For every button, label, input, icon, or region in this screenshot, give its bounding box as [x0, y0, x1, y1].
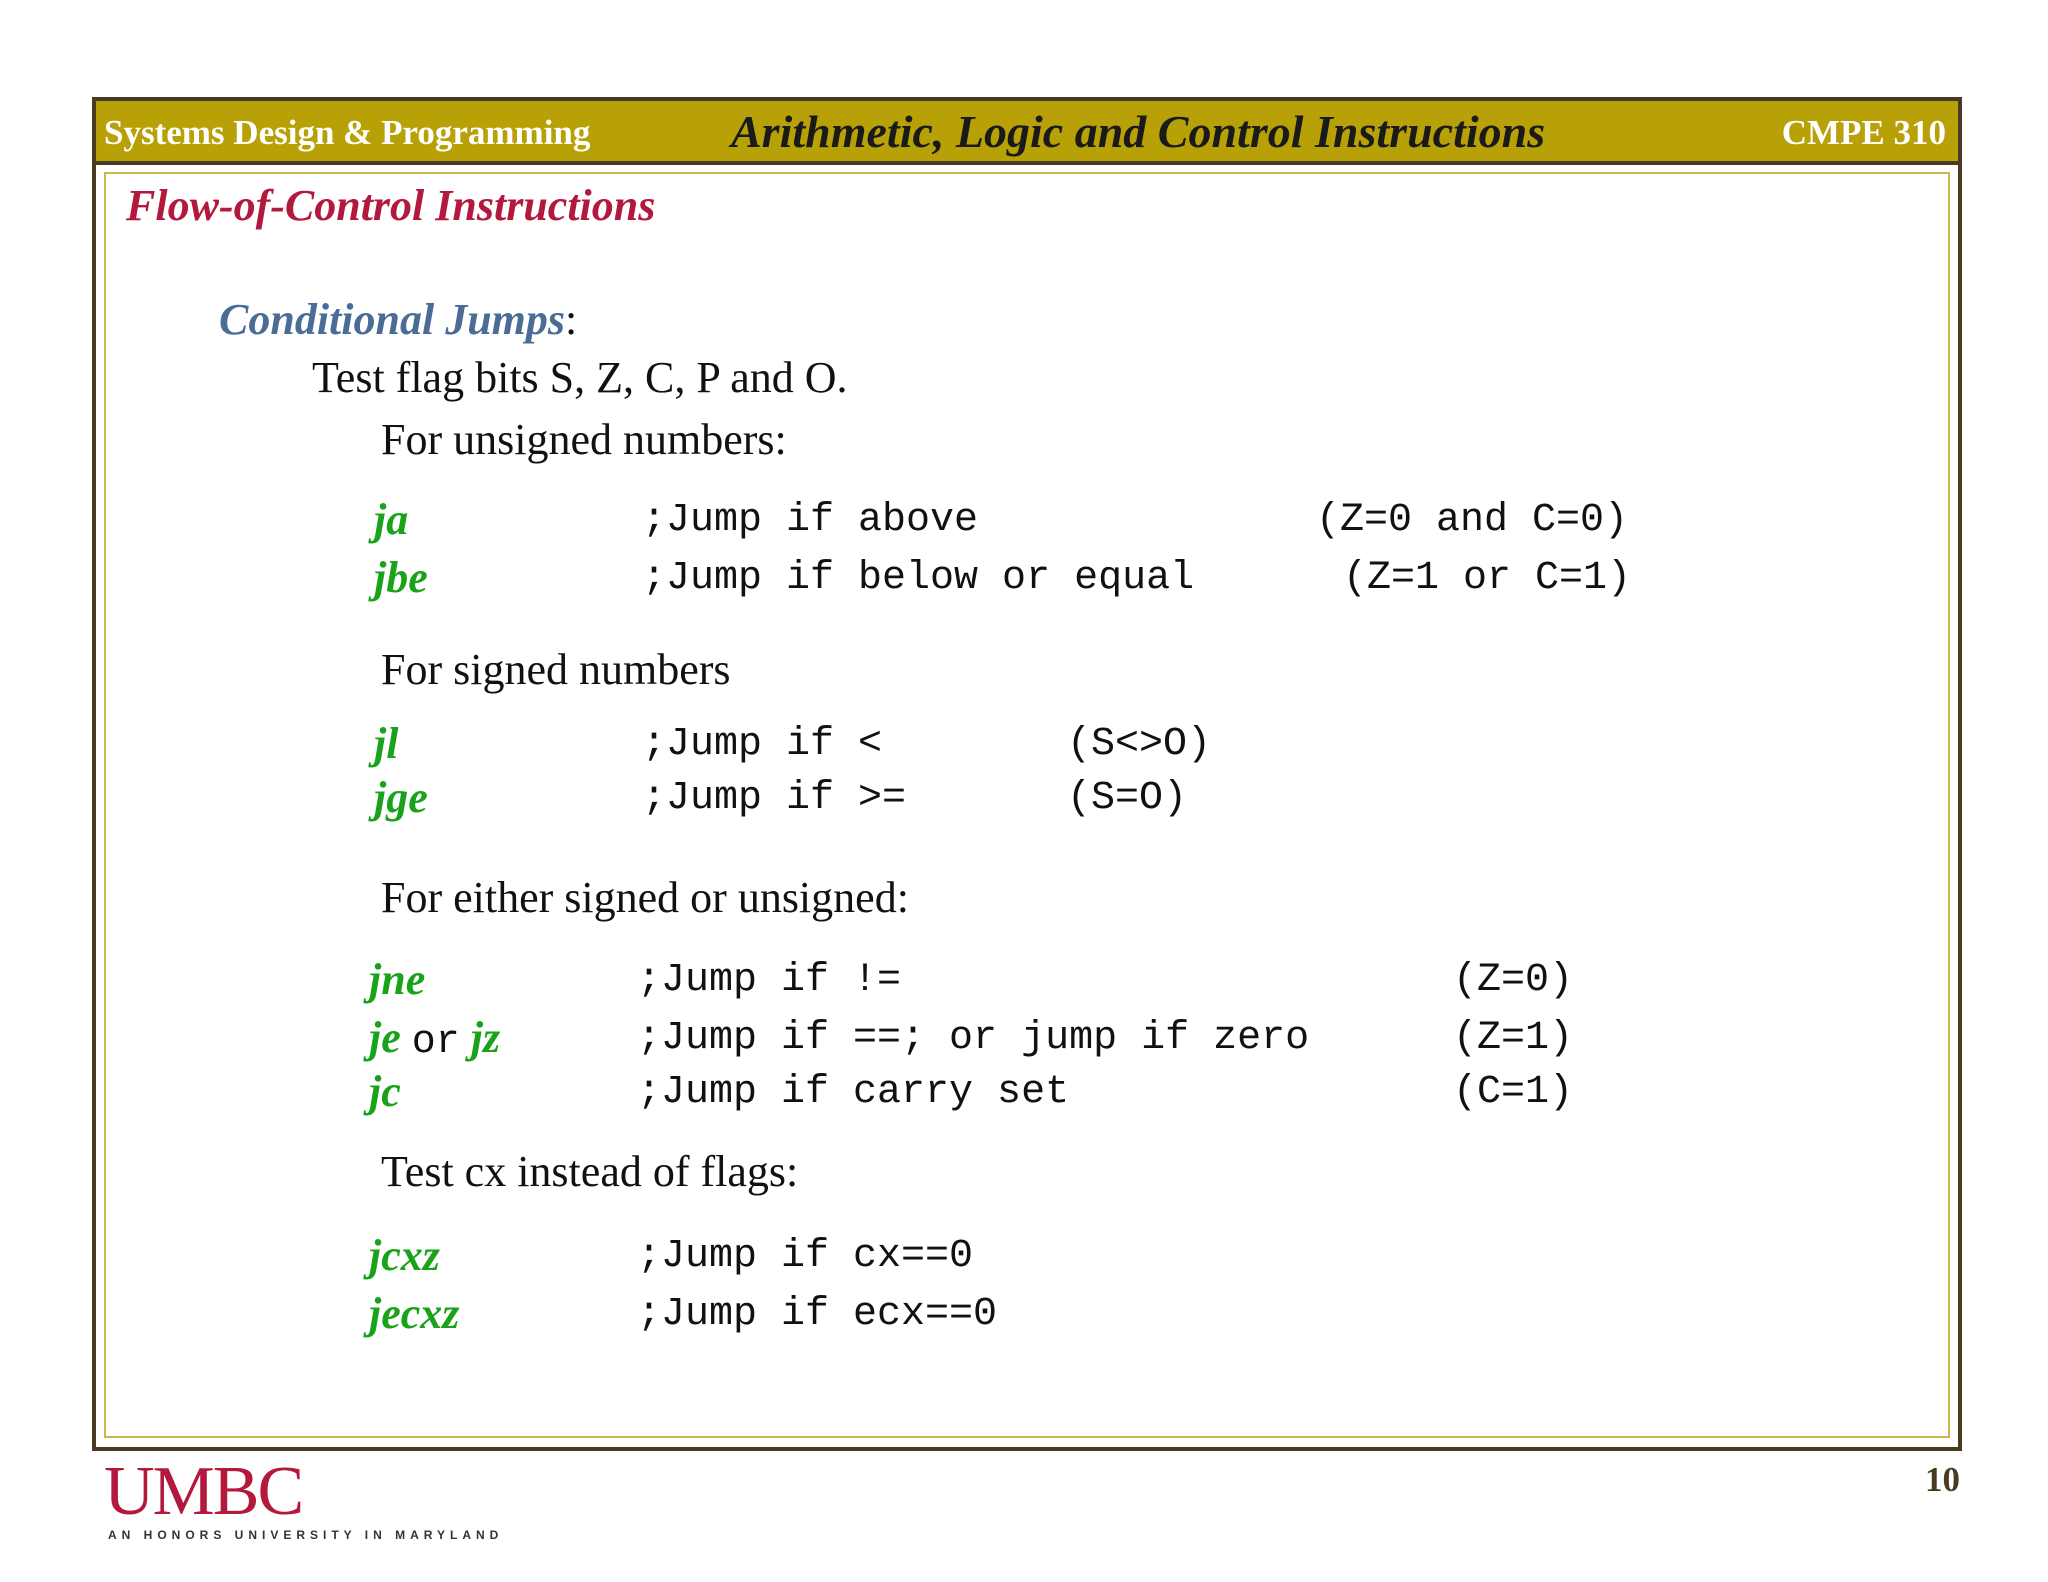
- umbc-logo: UMBC: [104, 1453, 303, 1530]
- mnemonic: jbe: [374, 553, 428, 602]
- group-heading-signed: For signed numbers: [381, 645, 731, 694]
- slide-topic: Arithmetic, Logic and Control Instructions: [731, 106, 1546, 157]
- mnemonic: jne: [369, 955, 426, 1004]
- group-heading-either: For either signed or unsigned:: [381, 873, 909, 922]
- mnemonic: jcxz: [369, 1231, 440, 1280]
- instruction-comment: ;Jump if cx==0: [637, 1234, 974, 1279]
- mnemonic: jge: [374, 773, 428, 822]
- group-heading-unsigned: For unsigned numbers:: [381, 415, 787, 464]
- header-bar: [96, 101, 1958, 165]
- section-title: Flow-of-Control Instructions: [126, 181, 656, 230]
- flag-condition: (Z=0 and C=0): [1316, 498, 1629, 543]
- mnemonic: [369, 1012, 500, 1065]
- flag-condition: (S<>O): [1067, 722, 1212, 767]
- instruction-comment: ;Jump if below or equal: [642, 556, 1195, 601]
- mnemonic-alt: jz: [470, 1013, 501, 1062]
- mnemonic: ja: [374, 495, 409, 544]
- course-name: Systems Design & Programming: [104, 113, 591, 152]
- mnemonic: jecxz: [369, 1289, 460, 1338]
- course-code: CMPE 310: [1781, 113, 1946, 152]
- flag-condition: (Z=1 or C=1): [1343, 556, 1632, 601]
- instruction-comment: ;Jump if carry set: [637, 1070, 1070, 1115]
- instruction-comment: ;Jump if !=: [637, 958, 902, 1003]
- instruction-comment: ;Jump if ==; or jump if zero: [637, 1016, 1310, 1061]
- instruction-comment: ;Jump if ecx==0: [637, 1292, 998, 1337]
- subsection-title: Conditional Jumps: [219, 295, 566, 344]
- flag-condition: (Z=1): [1453, 1016, 1574, 1061]
- mnemonic: jc: [369, 1067, 401, 1116]
- flag-condition: (Z=0): [1453, 958, 1574, 1003]
- instruction-comment: ;Jump if <: [642, 722, 883, 767]
- mnemonic-primary: je: [369, 1013, 401, 1062]
- mnemonic: jl: [374, 719, 399, 768]
- instruction-comment: ;Jump if above: [642, 498, 979, 543]
- flag-condition: (C=1): [1453, 1070, 1574, 1115]
- intro-text: Test flag bits S, Z, C, P and O.: [312, 353, 848, 402]
- group-heading-cx: Test cx instead of flags:: [381, 1147, 799, 1196]
- umbc-tagline: AN HONORS UNIVERSITY IN MARYLAND: [108, 1528, 504, 1542]
- subsection-colon: :: [565, 295, 578, 344]
- instruction-comment: ;Jump if >=: [642, 776, 907, 821]
- flag-condition: (S=O): [1067, 776, 1188, 821]
- page-number: 10: [1925, 1460, 1960, 1499]
- or-word: or: [411, 1020, 460, 1065]
- subsection-heading: [219, 294, 577, 345]
